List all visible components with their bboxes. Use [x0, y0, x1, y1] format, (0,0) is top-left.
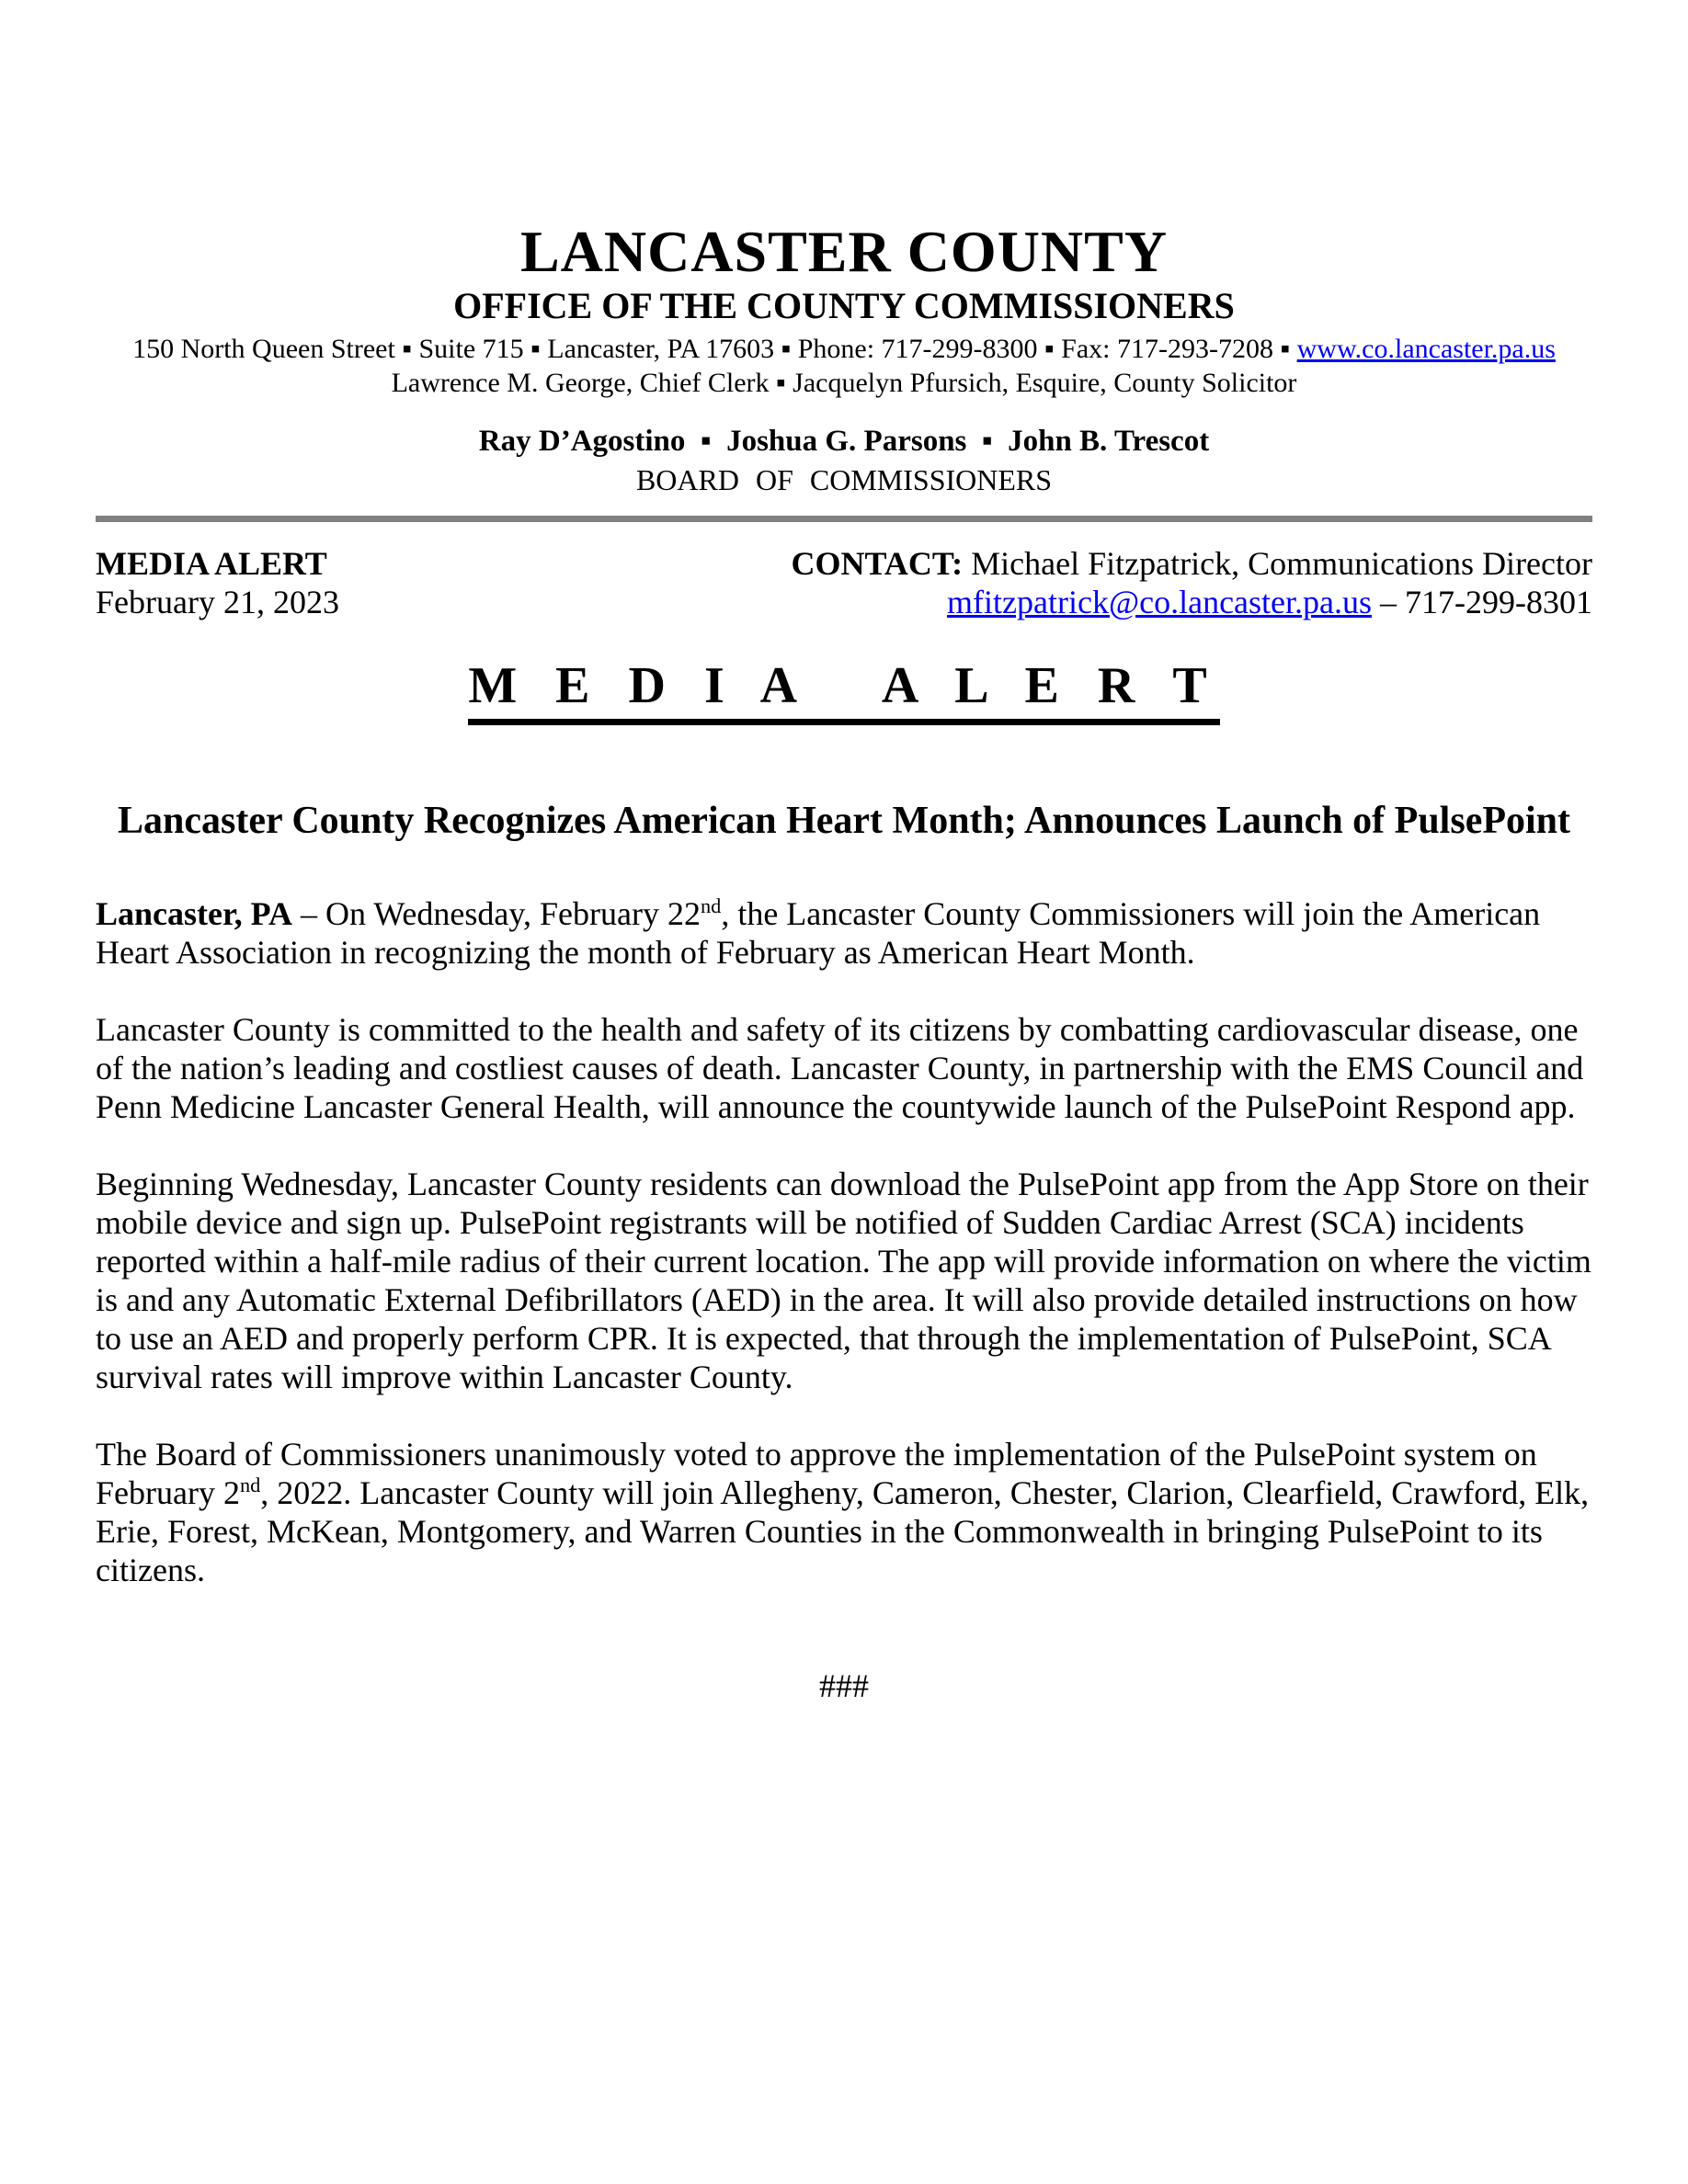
contact-label: CONTACT: — [791, 544, 964, 582]
website-link[interactable]: www.co.lancaster.pa.us — [1296, 334, 1556, 365]
clerks-line: Lawrence M. George, Chief Clerk ▪ Jacquelyn Pfursich, Esquire, County Solicitor — [391, 367, 1297, 398]
office-title: OFFICE OF THE COUNTY COMMISSIONERS — [453, 285, 1235, 327]
alert-info-right — [792, 544, 1593, 621]
media-alert-title-wrap — [96, 656, 1592, 725]
board-title: BOARD OF COMMISSIONERS — [635, 463, 1053, 497]
paragraph-text: , 2022. Lancaster County will join Allegheny, Cameron, Chester, Clarion, Clearfield, Crawford, Elk, Erie, Forest, McKean, Montgomery, and Warren Counties in the Commonwealth in bringing PulsePoint to its citizens. — [96, 1474, 1590, 1589]
superscript: nd — [701, 894, 722, 918]
superscript: nd — [239, 1473, 261, 1497]
media-alert-title: M E D I A A L E R T — [468, 656, 1219, 725]
body-copy — [96, 894, 1592, 1589]
body-paragraph-3: Beginning Wednesday, Lancaster County residents can download the PulsePoint app from the App Store on their mobile device and sign up. PulsePoint registrants will be notified of Sudden Cardiac Arrest (SCA) incidents reported within a half-mile radius of their current location. The app will provide information on where the victim is and any Automatic External Defibrillators (AED) in the area. It will also provide detailed instructions on how to use an AED and properly perform CPR. It is expected, that through the implementation of PulsePoint, SCA survival rates will improve within Lancaster County. — [96, 1166, 1591, 1396]
header-divider — [96, 516, 1592, 522]
body-paragraph-4 — [96, 1435, 1592, 1589]
contact-email-line — [792, 583, 1593, 621]
alert-info-left — [96, 544, 339, 621]
contact-email-link[interactable]: mfitzpatrick@co.lancaster.pa.us — [947, 583, 1373, 620]
contact-phone: – 717-299-8301 — [1372, 583, 1592, 620]
paragraph-text: , the Lancaster County Commissioners will join the American Heart Association in recognizing the month of February as American Heart Month. — [96, 895, 1541, 972]
body-paragraph-1 — [96, 894, 1592, 972]
paragraph-text: The Board of Commissioners unanimously voted to approve the implementation of the PulsePoint system on February 2 — [96, 1436, 1537, 1512]
contact-line — [792, 544, 1593, 583]
paragraph-text: – On Wednesday, February 22 — [291, 895, 701, 933]
address-text: 150 North Queen Street ▪ Suite 715 ▪ Lancaster, PA 17603 ▪ Phone: 717-299-8300 ▪ Fax: 717-293-7208 ▪ — [132, 334, 1297, 365]
address-line — [96, 334, 1592, 366]
media-alert-label: MEDIA ALERT — [96, 544, 327, 582]
org-name: LANCASTER COUNTY — [519, 219, 1169, 284]
alert-date: February 21, 2023 — [96, 583, 339, 620]
end-mark: ### — [819, 1667, 869, 1705]
contact-name: Michael Fitzpatrick, Communications Director — [963, 544, 1592, 582]
alert-info-row — [96, 544, 1592, 621]
dateline: Lancaster, PA — [96, 895, 292, 933]
body-paragraph-2: Lancaster County is committed to the health and safety of its citizens by combatting cardiovascular disease, one of the nation’s leading and costliest causes of death. Lancaster County, in partnership with the EMS Council and Penn Medicine Lancaster General Health, will announce the countywide launch of the PulsePoint Respond app. — [96, 1011, 1584, 1126]
commissioners-line: Ray D’Agostino ▪ Joshua G. Parsons ▪ John B. Trescot — [478, 425, 1210, 459]
headline: Lancaster County Recognizes American Heart Month; Announces Launch of PulsePoint — [117, 799, 1571, 842]
